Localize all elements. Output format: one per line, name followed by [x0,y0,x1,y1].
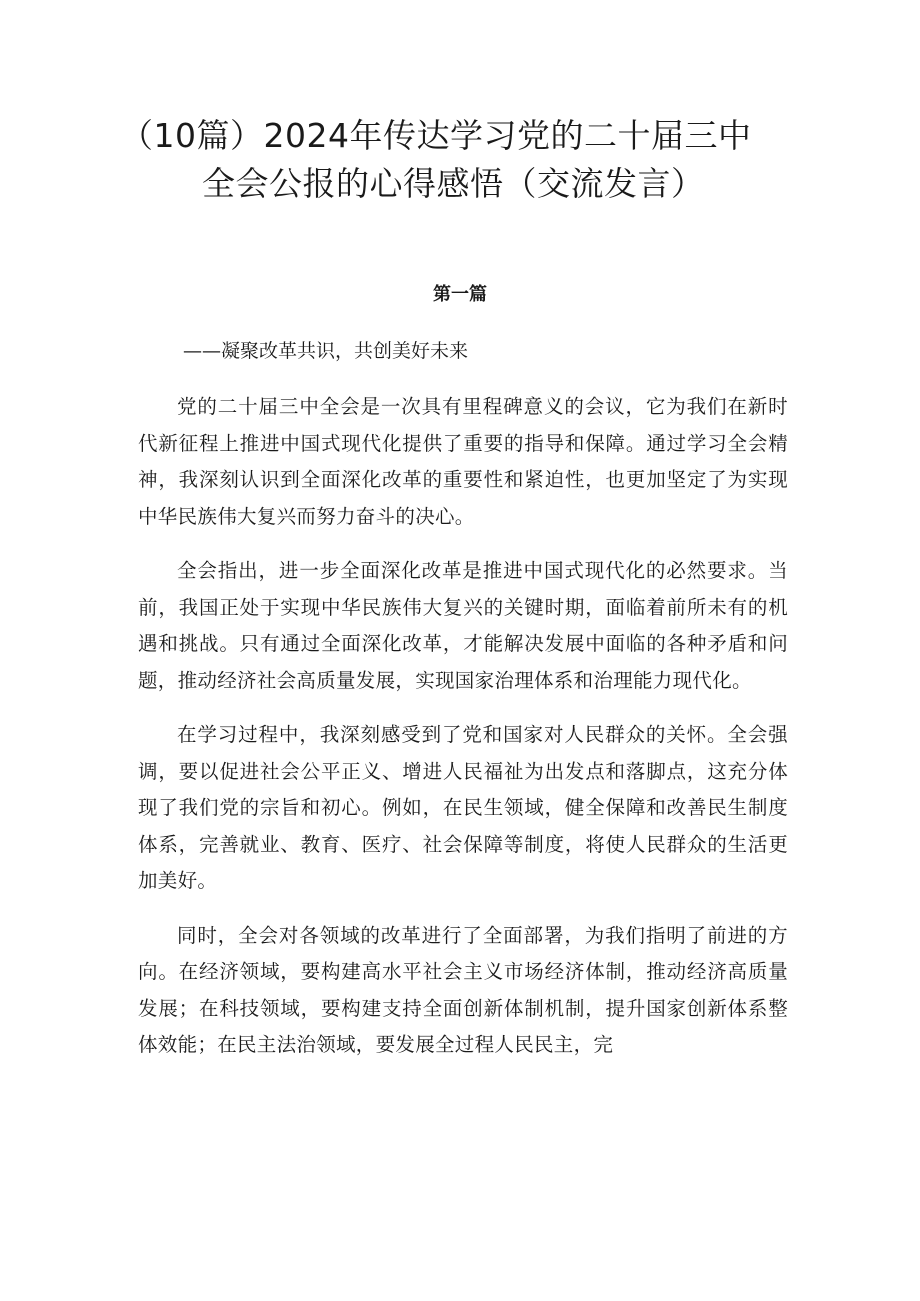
title-line-1: （10篇）2024年传达学习党的二十届三中 [120,116,752,155]
paragraph-4: 同时，全会对各领域的改革进行了全面部署，为我们指明了前进的方向。在经济领域，要构建高水平社会主义市场经济体制，推动经济高质量发展；在科技领域，要构建支持全面创新体制机制，提升国家创新体系整体效能；在民主法治领域，要发展全过程人民民主，完 [138,923,788,1056]
section-subtitle: ——凝聚改革共识，共创美好未来 [183,340,469,362]
document-title [120,112,800,208]
paragraph-1: 党的二十届三中全会是一次具有里程碑意义的会议，它为我们在新时代新征程上推进中国式现代化提供了重要的指导和保障。通过学习全会精神，我深刻认识到全面深化改革的重要性和紧迫性，也更加坚定了为实现中华民族伟大复兴而努力奋斗的决心。 [138,395,788,528]
paragraph-3: 在学习过程中，我深刻感受到了党和国家对人民群众的关怀。全会强调，要以促进社会公平正义、增进人民福祉为出发点和落脚点，这充分体现了我们党的宗旨和初心。例如，在民生领域，健全保障和改善民生制度体系，完善就业、教育、医疗、社会保障等制度，将使人民群众的生活更加美好。 [138,723,788,892]
document-body [138,389,788,1082]
paragraph-2: 全会指出，进一步全面深化改革是推进中国式现代化的必然要求。当前，我国正处于实现中华民族伟大复兴的关键时期，面临着前所未有的机遇和挑战。只有通过全面深化改革，才能解决发展中面临的各种矛盾和问题，推动经济社会高质量发展，实现国家治理体系和治理能力现代化。 [138,559,788,692]
title-line-2: 全会公报的心得感悟（交流发言） [202,164,705,203]
section-heading: 第一篇 [433,284,487,305]
